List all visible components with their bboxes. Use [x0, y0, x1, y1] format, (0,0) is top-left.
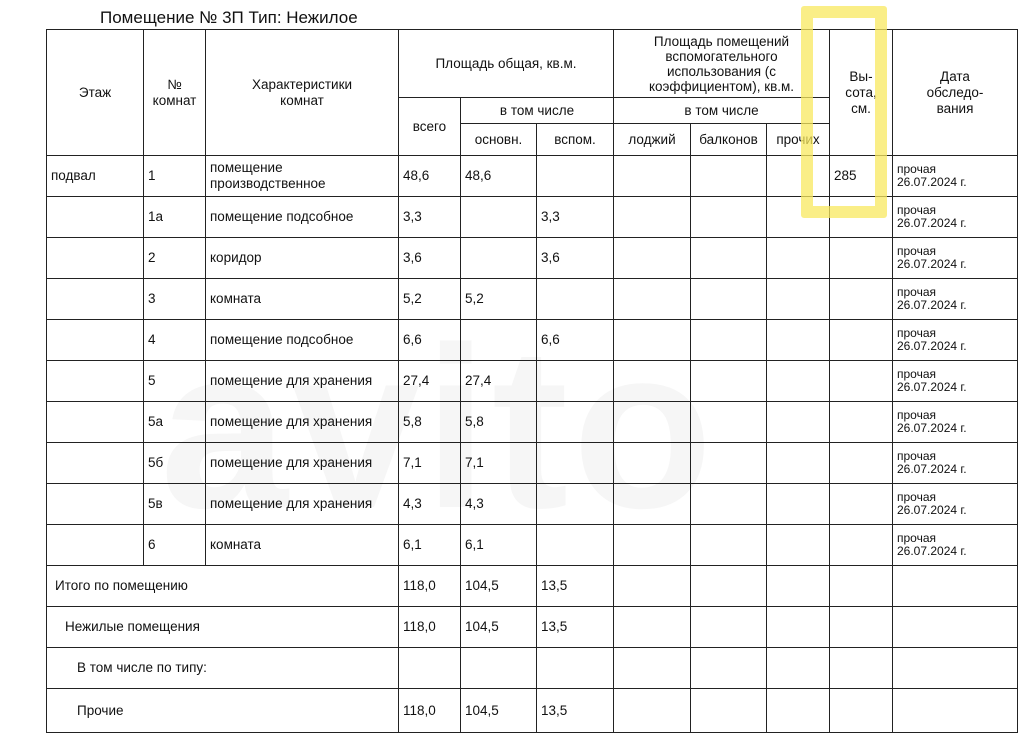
cell-main: 5,8: [461, 402, 537, 443]
cell-char: помещение для хранения: [206, 402, 399, 443]
summary-row: [47, 607, 1018, 648]
page-title: Помещение № 3П Тип: Нежилое: [100, 8, 358, 27]
cell-floor: [47, 197, 144, 238]
header-balcony: балконов: [691, 124, 767, 156]
summary-row: [47, 566, 1018, 607]
cell-height: [830, 279, 893, 320]
cell-date: прочая 26.07.2024 г.: [893, 238, 1018, 279]
header-main: основн.: [461, 124, 537, 156]
watermark: [160, 295, 717, 560]
header-height: Вы- сота, см.: [830, 30, 893, 156]
header-aux: вспом.: [537, 124, 614, 156]
cell-main: 48,6: [461, 156, 537, 197]
cell-date: прочая 26.07.2024 г.: [893, 484, 1018, 525]
cell-height: 285: [830, 156, 893, 197]
header-floor: Этаж: [47, 30, 144, 156]
summary-total: 118,0: [399, 689, 461, 733]
cell-main: 7,1: [461, 443, 537, 484]
cell-aux: 3,6: [537, 238, 614, 279]
cell-floor: [47, 443, 144, 484]
header-other: прочих: [767, 124, 830, 156]
summary-total: 118,0: [399, 607, 461, 648]
cell-date: прочая 26.07.2024 г.: [893, 156, 1018, 197]
cell-total: 4,3: [399, 484, 461, 525]
summary-total: [399, 648, 461, 689]
cell-total: 3,3: [399, 197, 461, 238]
summary-label: В том числе по типу:: [47, 648, 399, 689]
cell-height: [830, 525, 893, 566]
cell-total: 6,1: [399, 525, 461, 566]
cell-main: [461, 238, 537, 279]
cell-total: 7,1: [399, 443, 461, 484]
cell-floor: [47, 525, 144, 566]
cell-total: 3,6: [399, 238, 461, 279]
cell-date: прочая 26.07.2024 г.: [893, 320, 1018, 361]
cell-num: 4: [144, 320, 206, 361]
summary-main: 104,5: [461, 607, 537, 648]
cell-height: [830, 402, 893, 443]
cell-aux: [537, 156, 614, 197]
summary-aux: [537, 648, 614, 689]
cell-date: прочая 26.07.2024 г.: [893, 279, 1018, 320]
cell-main: 6,1: [461, 525, 537, 566]
header-total: всего: [399, 98, 461, 156]
cell-total: 48,6: [399, 156, 461, 197]
cell-date: прочая 26.07.2024 г.: [893, 361, 1018, 402]
cell-char: помещение подсобное: [206, 320, 399, 361]
summary-label: Итого по помещению: [47, 566, 399, 607]
header-including: в том числе: [461, 98, 614, 124]
summary-main: [461, 648, 537, 689]
cell-aux: 6,6: [537, 320, 614, 361]
cell-height: [830, 361, 893, 402]
cell-num: 5в: [144, 484, 206, 525]
header-characteristics: Характеристики комнат: [206, 30, 399, 156]
summary-aux: 13,5: [537, 689, 614, 733]
cell-floor: [47, 402, 144, 443]
summary-row: [47, 648, 1018, 689]
cell-total: 6,6: [399, 320, 461, 361]
summary-aux: 13,5: [537, 566, 614, 607]
cell-total: 5,2: [399, 279, 461, 320]
summary-main: 104,5: [461, 689, 537, 733]
cell-main: 5,2: [461, 279, 537, 320]
cell-num: 5а: [144, 402, 206, 443]
header-including-aux: в том числе: [614, 98, 830, 124]
cell-height: [830, 320, 893, 361]
summary-total: 118,0: [399, 566, 461, 607]
cell-main: [461, 197, 537, 238]
cell-char: коридор: [206, 238, 399, 279]
cell-num: 5б: [144, 443, 206, 484]
header-survey-date: Дата обследо- вания: [893, 30, 1018, 156]
cell-floor: [47, 279, 144, 320]
cell-char: помещение подсобное: [206, 197, 399, 238]
cell-height: [830, 484, 893, 525]
cell-date: прочая 26.07.2024 г.: [893, 402, 1018, 443]
cell-char: помещение для хранения: [206, 443, 399, 484]
header-loggia: лоджий: [614, 124, 691, 156]
summary-aux: 13,5: [537, 607, 614, 648]
cell-floor: [47, 320, 144, 361]
cell-num: 5: [144, 361, 206, 402]
cell-num: 6: [144, 525, 206, 566]
cell-floor: [47, 361, 144, 402]
cell-aux: 3,3: [537, 197, 614, 238]
cell-floor: [47, 484, 144, 525]
cell-char: комната: [206, 525, 399, 566]
table-row: [47, 238, 1018, 279]
cell-height: [830, 443, 893, 484]
cell-floor: [47, 238, 144, 279]
cell-main: 4,3: [461, 484, 537, 525]
cell-num: 3: [144, 279, 206, 320]
summary-label: Прочие: [47, 689, 399, 733]
cell-main: 27,4: [461, 361, 537, 402]
cell-total: 5,8: [399, 402, 461, 443]
cell-num: 2: [144, 238, 206, 279]
cell-floor: подвал: [47, 156, 144, 197]
cell-total: 27,4: [399, 361, 461, 402]
cell-date: прочая 26.07.2024 г.: [893, 525, 1018, 566]
yellow-highlight-marker: [801, 6, 887, 218]
cell-num: 1: [144, 156, 206, 197]
cell-char: комната: [206, 279, 399, 320]
summary-main: 104,5: [461, 566, 537, 607]
cell-char: помещение для хранения: [206, 484, 399, 525]
cell-char: помещение для хранения: [206, 361, 399, 402]
cell-num: 1а: [144, 197, 206, 238]
header-total-area: Площадь общая, кв.м.: [399, 30, 614, 98]
cell-date: прочая 26.07.2024 г.: [893, 443, 1018, 484]
header-aux-area: Площадь помещений вспомогательного использования (с коэффициентом), кв.м.: [614, 30, 830, 98]
summary-row: [47, 689, 1018, 733]
cell-date: прочая 26.07.2024 г.: [893, 197, 1018, 238]
cell-char: помещение производственное: [206, 156, 399, 197]
cell-height: [830, 238, 893, 279]
summary-label: Нежилые помещения: [47, 607, 399, 648]
header-room-number: № комнат: [144, 30, 206, 156]
